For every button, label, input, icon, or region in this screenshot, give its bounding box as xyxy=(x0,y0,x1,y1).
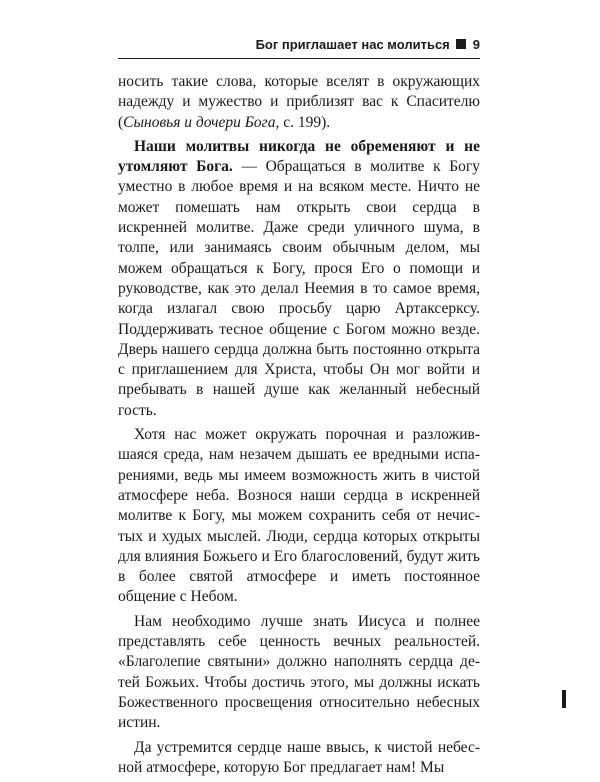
running-header-title: Бог приглашает нас молиться xyxy=(255,36,450,52)
paragraph-4-text: Нам необходимо лучше знать Иисуса и полнее представлять себе ценность вечных реальностей. «Благолепие святыни» должно наполнять сердца детей Божьих. Чтобы достичь этого, мы должны искать Божественного просвещения относительно небесных истин. xyxy=(118,612,480,732)
paragraph-2 xyxy=(118,137,480,421)
running-header xyxy=(118,35,480,53)
square-bullet-icon xyxy=(456,39,466,49)
section-heading: Наши молитвы никогда не обременяют и не утомляют Бога. xyxy=(118,137,480,176)
paragraph-2-text: — Обращаться в молитве к Богу уместно в любое время и на всяком месте. Ничто не может помешать нам открыть свои сердца в искренней молитве. Даже среди уличного шума, в толпе, или занимаясь своим обычным делом, мы можем обращаться к Богу, прося Его о помощи и руководстве, как это делал Неемия в то самое время, когда излагал свою просьбу царю Артаксерксу. Поддерживать тесное общение с Богом можно везде. Дверь нашего сердца должна быть постоянно открыта с приглашением для Христа, чтобы Он мог войти и пребывать в нашей душе как желанный небесный гость. xyxy=(118,158,480,419)
paragraph-1-text: носить такие слова, которые вселят в окружающих надежду и мужество и приблизят вас к Спасителю ( xyxy=(118,73,480,131)
paragraph-5-text: Да устремится сердце наше ввысь, к чистой небесной атмосфере, которую Бог предлагает нам! Мы xyxy=(118,738,480,776)
paragraph-3 xyxy=(118,425,480,608)
citation-title: Сыновья и дочери Бога xyxy=(123,113,276,131)
paragraph-4 xyxy=(118,612,480,734)
page-number: 9 xyxy=(472,36,480,52)
page-body xyxy=(118,72,480,782)
paragraph-1 xyxy=(118,72,480,133)
paragraph-5 xyxy=(118,738,480,779)
page-edge-mark xyxy=(562,690,566,708)
paragraph-3-text: Хотя нас может окружать порочная и разложившаяся среда, нам незачем дышать ее вредными испарениями, ведь мы имеем возможность жить в чистой атмосфере неба. Вознося наши сердца в искренней молитве к Богу, мы можем сохранить себя от нечистых и худых мыслей. Люди, сердца которых открыты для влияния Божьего и Его благословений, будут жить в более святой атмосфере и иметь постоянное общение с Небом. xyxy=(118,426,480,606)
citation-rest: , с. 199). xyxy=(275,113,331,131)
header-rule xyxy=(118,58,480,59)
